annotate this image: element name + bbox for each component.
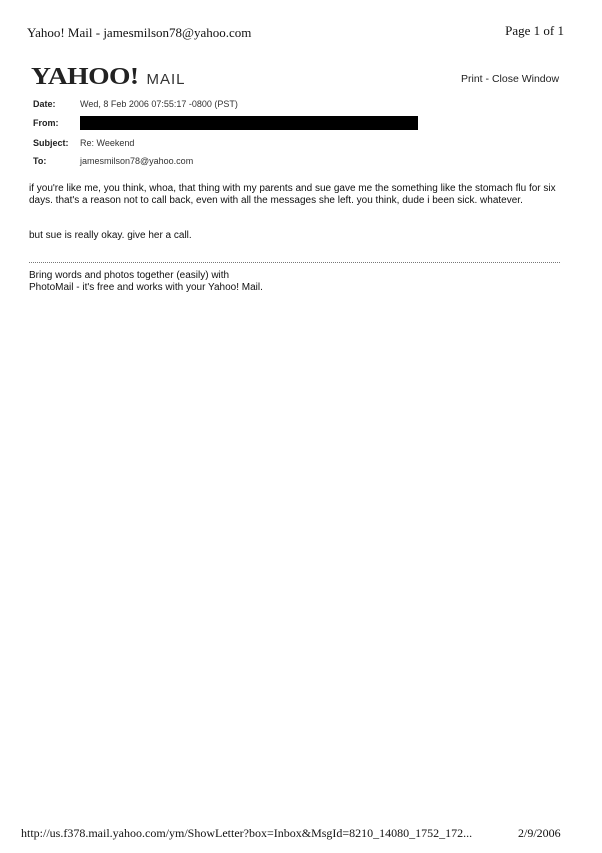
footer-ad-line-2-text: - it's free and works with your Yahoo! Mail. <box>73 282 263 293</box>
print-header-title: Yahoo! Mail - jamesmilson78@yahoo.com <box>27 25 252 40</box>
actions-separator: - <box>482 73 492 85</box>
to-value: jamesmilson78@yahoo.com <box>80 156 194 166</box>
mail-logo-text: MAIL <box>146 71 186 88</box>
footer-ad <box>29 270 263 294</box>
yahoo-logo-text: YAHOO! <box>31 64 139 90</box>
message-divider <box>29 262 560 263</box>
window-actions <box>461 73 559 85</box>
subject-label: Subject: <box>33 138 69 148</box>
header-row-from <box>33 116 418 130</box>
message-paragraph-2: but sue is really okay. give her a call. <box>29 230 192 241</box>
footer-ad-line-1: Bring words and photos together (easily) with <box>29 270 230 281</box>
close-window-link[interactable]: Close Window <box>491 73 560 85</box>
date-value: Wed, 8 Feb 2006 07:55:17 -0800 (PST) <box>80 99 238 109</box>
print-header-page-number: Page 1 of 1 <box>505 23 564 38</box>
message-paragraph-1: if you're like me, you think, whoa, that thing with my parents and sue gave me the something like the stomach flu for six days. that's a reason not to call back, even with all the messages she left. you think, dude i been sick. whatever. <box>29 183 556 206</box>
print-footer-url: http://us.f378.mail.yahoo.com/ym/ShowLetter?box=Inbox&MsgId=8210_14080_1752_172... <box>21 826 473 840</box>
print-footer-date: 2/9/2006 <box>518 826 561 840</box>
yahoo-mail-logo <box>31 64 185 91</box>
header-row-subject <box>33 138 134 148</box>
from-redaction-bar <box>80 116 418 130</box>
header-row-date <box>33 99 238 109</box>
print-link[interactable]: Print <box>461 73 483 85</box>
from-label: From: <box>33 118 59 128</box>
date-label: Date: <box>33 99 56 109</box>
to-label: To: <box>33 156 47 166</box>
footer-ad-line-2 <box>29 282 263 294</box>
header-row-to <box>33 156 193 166</box>
photomail-link[interactable]: PhotoMail <box>29 282 74 293</box>
subject-value: Re: Weekend <box>80 138 135 148</box>
